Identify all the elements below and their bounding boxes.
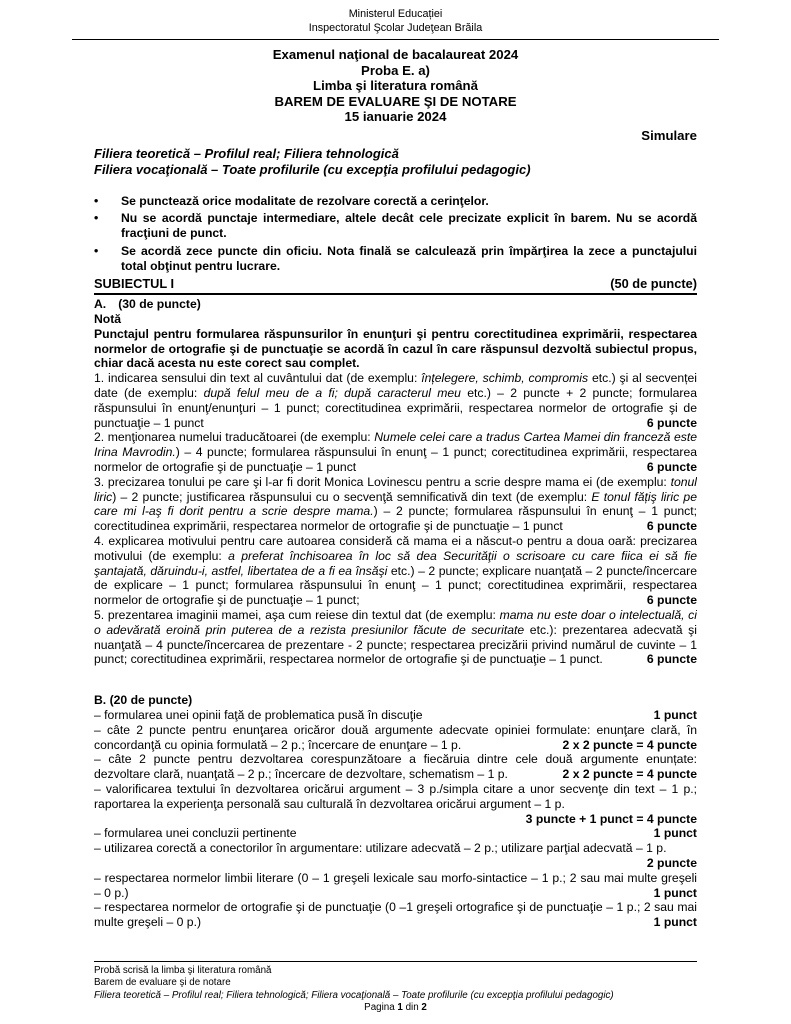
exam-date: 15 ianuarie 2024	[344, 109, 447, 124]
rubric-item-text: – formularea unei opinii faţă de problematica pusă în discuţie	[94, 708, 423, 722]
rubric-item-b2	[94, 723, 697, 753]
rubric-item-text: 2. menţionarea numelui traducătoarei (de exemplu: Numele celei care a tradus Cartea Mamei din franceză este Irina Mavrodin.) – 4 puncte; formularea răspunsului în enunţ – 1 punct; corectitudinea exprimării, respectarea normelor de ortografie şi de punctuaţie – 1 punct	[94, 430, 697, 475]
rubric-item-points: 6 puncte	[646, 652, 697, 667]
rubric-item-text: – câte 2 puncte pentru dezvoltarea corespunzătoare a fiecăruia dintre cele două argumente enunțate: dezvoltare clară, nuanţată – 2 p.; încercare de dezvoltare, schematism – 1 p.	[94, 752, 697, 782]
rubric-item-points: 6 puncte	[646, 460, 697, 475]
rubric-item-points: 2 puncte	[646, 855, 697, 870]
rubric-item-points: 2 x 2 puncte = 4 puncte	[562, 767, 697, 782]
rubric-item-b3	[94, 752, 697, 782]
note-title: Notă	[94, 312, 122, 327]
header-divider	[72, 39, 719, 40]
rule-item	[94, 194, 697, 209]
rubric-item-text: – respectarea normelor limbii literare (0 – 1 greşeli lexicale sau morfo-sintactice – 1 p.; 2 sau mai multe greşeli – 0 p.)	[94, 870, 697, 900]
rubric-item-text: – câte 2 puncte pentru enunţarea oricăror două argumente adecvate opiniei formulate: enunţare clară, în concordanţă cu opinia formulată – 2 p.; încercare de enunţare – 1 p.	[94, 722, 697, 752]
bullet-marker: •	[94, 243, 99, 258]
rubric-item-a5	[94, 608, 697, 667]
filiera-block	[94, 146, 697, 178]
rubric-item-text: – respectarea normelor de ortografie şi de punctuaţie (0 –1 greşeli ortografice şi de punctuaţie – 1 p.; 2 sau mai multe greşeli – 0 p.)	[94, 900, 697, 930]
rule-text: Se punctează orice modalitate de rezolvare corectă a cerinţelor.	[121, 193, 489, 208]
rubric-item-points: 3 puncte + 1 punct = 4 puncte	[525, 811, 697, 826]
filiera-line-1: Filiera teoretică – Profilul real; Filiera tehnologică	[94, 145, 399, 161]
exam-proba: Proba E. a)	[361, 62, 430, 78]
rubric-item-text: – valorificarea textului în dezvoltarea oricărui argument – 3 p./simpla citare a unor secvenţe din text – 1 p.; raportarea la experienţa personală sau culturală în dezvoltarea oricărui argument – 1 p.	[94, 781, 697, 811]
simulare-label: Simulare	[641, 127, 697, 143]
rubric-item-points: 1 punct	[653, 915, 697, 930]
rubric-item-a2	[94, 430, 697, 474]
exam-title: Examenul naţional de bacalaureat 2024	[272, 47, 519, 62]
page-number: Pagina 1 din 2	[364, 1001, 427, 1013]
note-text: Punctajul pentru formularea răspunsurilor în enunţuri şi pentru corectitudinea exprimării, respectarea normelor de ortografie şi de punctuaţie se acordă în cazul în care răspunsul dezvoltă subiectul propus, chiar dacă acesta nu este corect sau complet.	[94, 326, 697, 371]
rubric-item-text: – utilizarea corectă a conectorilor în argumentare: utilizare adecvată – 2 p.; utilizare parţial adecvată – 1 p.	[94, 841, 667, 856]
rubric-item-b7	[94, 871, 697, 901]
inspectorate-line: Inspectoratul Şcolar Judeţean Brăila	[308, 21, 483, 34]
rule-text: Se acordă zece puncte din oficiu. Nota finală se calculează prin împărţirea la zece a punctajului total obţinut pentru lucrare.	[121, 243, 697, 273]
ministry-line: Ministerul Educației	[348, 8, 443, 20]
rubric-item-b8	[94, 900, 697, 930]
rubric-item-points: 1 punct	[653, 885, 697, 900]
rubric-item-text: 1. indicarea sensului din text al cuvântului dat (de exemplu: înțelegere, schimb, compromis etc.) şi al secvenței date (de exemplu: după felul meu de a fi; după caracterul meu etc.) – 2 puncte + 2 puncte; formularea răspunsului în enunţ/enunţuri – 1 punct; corectitudinea exprimării, respectarea normelor de ortografie şi de punctuaţie – 1 punct	[94, 371, 697, 430]
bullet-marker: •	[94, 193, 99, 208]
footer-line-3: Filiera teoretică – Profilul real; Filiera tehnologică; Filiera vocaţională – Toate profilurile (cu excepţia profilului pedagogic)	[94, 989, 614, 1001]
rubric-item-b4	[94, 782, 697, 826]
subject1-heading	[94, 277, 697, 295]
rubric-item-b1	[94, 708, 697, 723]
footer-line-2: Barem de evaluare şi de notare	[94, 977, 231, 989]
sectionA-points: (30 de puncte)	[118, 297, 201, 312]
rubric-item-points: 6 puncte	[646, 593, 697, 608]
rubric-item-a3	[94, 475, 697, 534]
rubric-item-b5	[94, 826, 697, 841]
rubric-item-text: 3. precizarea tonului pe care şi l-ar fi dorit Monica Lovinescu pentru a scrie despre mama ei (de exemplu: tonul liric) – 2 puncte; justificarea răspunsului cu o secvenţă semnificativă din text (de exemplu: E tonul fățiş liric pe care mi l-aş fi dorit pentru a scrie despre mama.) – 2 puncte; formularea răspunsului în enunţ – 1 punct; corectitudinea exprimării, respectarea normelor de ortografie şi de punctuaţie – 1 punct	[94, 474, 697, 534]
page-footer	[94, 961, 697, 1014]
rubric-item-text: 4. explicarea motivului pentru care autoarea consideră că mama ei a născut-o pentru a doua oară: precizarea motivului (de exemplu: a preferat închisoarea în loc să dea Securităţii o scrisoare cu care fiica ei să fie şantajată, dăruindu-i, astfel, libertatea de a fi ea însăşi etc.) – 2 puncte; explicare nuanţată – 2 puncte/încercare de explicare – 1 punct; formularea răspunsului în enunţ – 1 punct; corectitudinea exprimării, respectarea normelor de ortografie şi de punctuaţie – 1 punct;	[94, 534, 697, 608]
rubric-item-points: 1 punct	[653, 826, 697, 841]
rule-text: Nu se acordă punctaje intermediare, altele decât cele precizate explicit în barem. Nu se acordă fracţiuni de punct.	[121, 211, 697, 241]
footer-line-1: Probă scrisă la limba şi literatura română	[94, 965, 272, 977]
rubric-item-points: 2 x 2 puncte = 4 puncte	[562, 737, 697, 752]
rule-item	[94, 211, 697, 241]
subject1-total-points: (50 de puncte)	[610, 276, 697, 292]
footer-divider	[94, 961, 697, 962]
rubric-item-b6	[94, 841, 697, 871]
document-header	[94, 8, 697, 40]
sectionB-label: B.	[94, 693, 107, 708]
title-block	[94, 47, 697, 125]
sectionA-heading	[94, 297, 697, 312]
barem-title: BAREM DE EVALUARE ŞI DE NOTARE	[274, 93, 517, 109]
filiera-line-2: Filiera vocaţională – Toate profilurile (cu excepţia profilului pedagogic)	[94, 161, 531, 177]
sectionA-label: A.	[94, 297, 107, 312]
rubric-item-points: 6 puncte	[646, 415, 697, 430]
rubric-item-points: 6 puncte	[646, 519, 697, 534]
general-rules-list	[94, 194, 697, 274]
exam-subject: Limba şi literatura română	[313, 78, 478, 93]
rubric-item-a1	[94, 371, 697, 430]
rubric-item-text: 5. prezentarea imaginii mamei, aşa cum reiese din textul dat (de exemplu: mama nu este doar o intelectuală, ci o adevărată eroină prin puterea de a rezista presiunilor făcute de securitate etc.): prezentarea adecvată şi nuanţată – 4 puncte/încercarea de prezentare - 2 puncte; respectarea precizării privind numărul de cuvinte – 1 punct; corectitudinea exprimării, respectarea normelor de ortografie şi de punctuaţie – 1 punct.	[94, 608, 697, 667]
rule-item	[94, 244, 697, 274]
rubric-item-points: 1 punct	[653, 708, 697, 722]
sectionB-heading	[94, 693, 697, 708]
rubric-item-text: – formularea unei concluzii pertinente	[94, 826, 297, 841]
subject1-title: SUBIECTUL I	[94, 276, 175, 292]
bullet-marker: •	[94, 211, 99, 226]
sectionB-points: (20 de puncte)	[109, 693, 193, 708]
rubric-item-a4	[94, 534, 697, 608]
